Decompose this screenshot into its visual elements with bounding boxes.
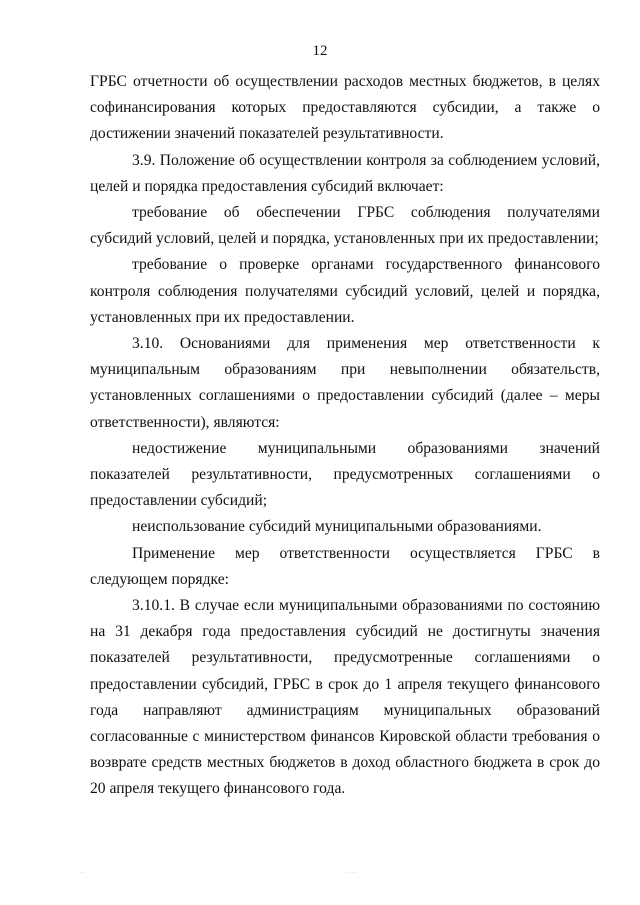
page-number: 12 — [312, 43, 328, 59]
paragraph-non-achievement: недостижение муниципальными образованиями значений показателей результативности, предусмотренных соглашениями о предоставлении субсидий; — [90, 439, 600, 510]
paragraph-requirement-audit: требование о проверке органами государственного финансового контроля соблюдения получателями субсидий условий, целей и порядка, установленных при их предоставлении. — [90, 256, 600, 326]
scan-artifacts — [0, 870, 640, 880]
paragraph-requirement-compliance: требование об обеспечении ГРБС соблюдения получателями субсидий условий, целей и порядка, установленных при их предоставлении; — [90, 204, 600, 248]
paragraph-3-9: 3.9. Положение об осуществлении контроля за соблюдением условий, целей и порядка предоставления субсидий включает: — [90, 151, 600, 195]
document-body — [90, 69, 600, 803]
paragraph-application-order: Применение мер ответственности осуществляется ГРБС в следующем порядке: — [90, 544, 600, 588]
paragraph-3-10: 3.10. Основаниями для применения мер ответственности к муниципальным образованиям при невыполнении обязательств, установленных соглашениями о предоставлении субсидий (далее – меры ответственности), являются: — [90, 335, 600, 431]
scan-speck: · · · — [76, 870, 85, 876]
paragraph-grbs-reporting: ГРБС отчетности об осуществлении расходов местных бюджетов, в целях софинансирования которых предоставляются субсидии, а также о достижении значений показателей результативности. — [90, 73, 600, 143]
scan-speck: · ·· · — [346, 870, 357, 876]
paragraph-non-use: неиспользование субсидий муниципальными образованиями. — [132, 518, 542, 536]
paragraph-3-10-1: 3.10.1. В случае если муниципальными образованиями по состоянию на 31 декабря года предоставления субсидий не достигнуты значения показателей результативности, предусмотренные соглашениями о предоставлении субсидий, ГРБС в срок до 1 апреля текущего финансового года направляют администрациям муниципальных образований согласованные с министерством финансов Кировской области требования о возврате средств местных бюджетов в доход областного бюджета в срок до 20 апреля текущего финансового года. — [90, 597, 600, 798]
